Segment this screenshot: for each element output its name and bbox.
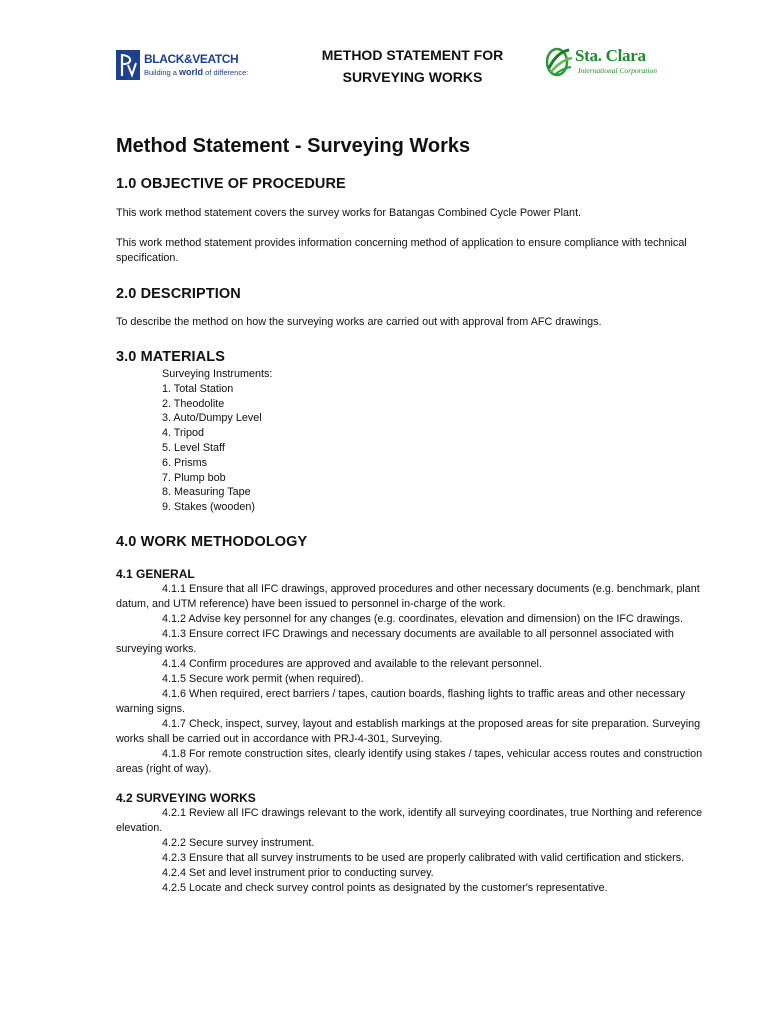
list-item: 4.2.4 Set and level instrument prior to conducting survey. xyxy=(162,866,434,879)
header-title-line2: SURVEYING WORKS xyxy=(342,69,483,85)
surveying-items xyxy=(116,806,716,896)
list-item: 4.1.4 Confirm procedures are approved and available to the relevant personnel. xyxy=(162,657,542,670)
tagline-post: of difference: xyxy=(203,68,249,77)
document-title: Method Statement - Surveying Works xyxy=(116,135,471,157)
list-item: 4.1.3 Ensure correct IFC Drawings and necessary documents are available to all personnel associated with surveying works. xyxy=(116,627,674,655)
leaf-swirl-icon xyxy=(545,46,575,83)
page-header xyxy=(0,44,768,94)
header-title xyxy=(300,44,525,88)
list-item: 7. Plump bob xyxy=(162,471,226,484)
document-body xyxy=(116,132,716,896)
list-item: 8. Measuring Tape xyxy=(162,486,251,499)
company-right-subtitle: International Corporation xyxy=(578,66,657,75)
section-4-heading: 4.0 WORK METHODOLOGY xyxy=(116,533,308,550)
list-item: 5. Level Staff xyxy=(162,441,225,454)
list-item: 2. Theodolite xyxy=(162,397,225,410)
tagline-pre: Building a xyxy=(144,68,180,77)
header-title-line1: METHOD STATEMENT FOR xyxy=(321,47,504,63)
list-item: 4.1.2 Advise key personnel for any changes (e.g. coordinates, elevation and dimension) on the IFC drawings. xyxy=(162,612,683,625)
materials-list xyxy=(116,367,716,515)
list-item: 1. Total Station xyxy=(162,382,234,395)
tagline-word: world xyxy=(179,67,204,77)
sta-clara-logo xyxy=(545,46,655,82)
company-right-name: Sta. Clara xyxy=(575,46,646,65)
list-item: 4.1.7 Check, inspect, survey, layout and establish markings at the proposed areas for site preparation. Surveying works shall be carried out in accordance with PRJ-4-301, Surveying. xyxy=(116,717,701,745)
list-item: 3. Auto/Dumpy Level xyxy=(162,412,262,425)
list-item: 4.1.6 When required, erect barriers / tapes, caution boards, flashing lights to traffic areas and other necessary warning signs. xyxy=(116,687,686,715)
list-item: 4.2.2 Secure survey instrument. xyxy=(162,836,315,849)
general-items xyxy=(116,582,716,777)
company-left-name: BLACK&VEATCH xyxy=(144,52,239,66)
materials-intro: Surveying Instruments: xyxy=(162,368,273,380)
list-item: 4.1.5 Secure work permit (when required). xyxy=(162,672,364,685)
company-left-tagline xyxy=(144,67,248,77)
subsection-4-2-heading: 4.2 SURVEYING WORKS xyxy=(116,790,256,805)
list-item: 4. Tripod xyxy=(162,427,205,440)
subsection-4-1-heading: 4.1 GENERAL xyxy=(116,566,195,581)
list-item: 4.2.1 Review all IFC drawings relevant to the work, identify all surveying coordinates, true Northing and reference elevation. xyxy=(116,806,703,834)
list-item: 4.1.1 Ensure that all IFC drawings, approved procedures and other necessary documents (e.g. benchmark, plant datum, and UTM reference) have been issued to personnel in-charge of the work. xyxy=(116,582,700,610)
bv-monogram-icon xyxy=(116,50,140,80)
list-item: 4.1.8 For remote construction sites, clearly identify using stakes / tapes, vehicular access routes and construction areas (right of way). xyxy=(116,747,703,775)
section-3-heading: 3.0 MATERIALS xyxy=(116,349,225,365)
list-item: 4.2.5 Locate and check survey control points as designated by the customer's representative. xyxy=(162,881,608,894)
section-1-paragraph-1: This work method statement covers the survey works for Batangas Combined Cycle Power Plant. xyxy=(116,207,582,219)
section-1-paragraph-2: This work method statement provides information concerning method of application to ensure compliance with technical specification. xyxy=(116,237,687,264)
black-veatch-logo xyxy=(116,50,249,82)
section-1-heading: 1.0 OBJECTIVE OF PROCEDURE xyxy=(116,176,346,192)
section-2-paragraph-1: To describe the method on how the surveying works are carried out with approval from AFC drawings. xyxy=(116,316,602,328)
list-item: 4.2.3 Ensure that all survey instruments to be used are properly calibrated with valid certification and stickers. xyxy=(162,851,685,864)
section-2-heading: 2.0 DESCRIPTION xyxy=(116,286,241,302)
list-item: 9. Stakes (wooden) xyxy=(162,501,256,514)
list-item: 6. Prisms xyxy=(162,456,207,469)
